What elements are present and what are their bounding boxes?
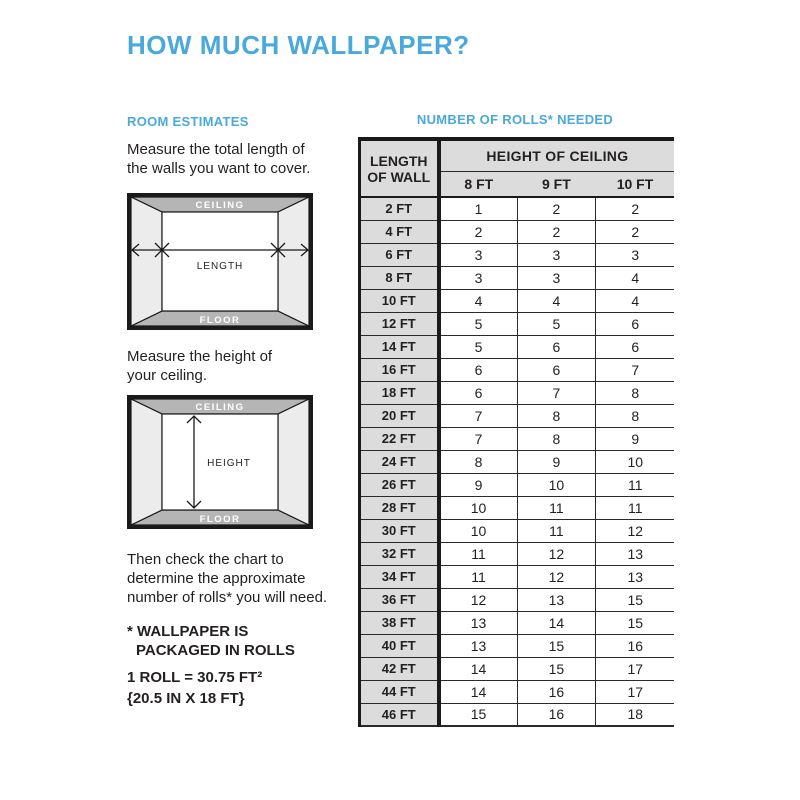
- rolls-value-cell: 14: [439, 680, 518, 703]
- table-row: [360, 542, 675, 565]
- room-length-diagram: [127, 193, 313, 335]
- rolls-value-cell: 11: [517, 519, 596, 542]
- left-wall-surface: [131, 399, 162, 525]
- roll-size-line: 1 ROLL = 30.75 FT²: [127, 669, 263, 686]
- wall-length-cell: 12 FT: [360, 312, 439, 335]
- rolls-value-cell: 8: [517, 404, 596, 427]
- table-row: [360, 588, 675, 611]
- rolls-value-cell: 8: [439, 450, 518, 473]
- table-row: [360, 243, 675, 266]
- wall-length-cell: 46 FT: [360, 703, 439, 726]
- rolls-value-cell: 2: [596, 197, 675, 220]
- length-of-wall-header: [360, 139, 439, 197]
- wall-length-cell: 24 FT: [360, 450, 439, 473]
- table-row: [360, 312, 675, 335]
- rolls-value-cell: 16: [517, 703, 596, 726]
- rolls-value-cell: 11: [596, 496, 675, 519]
- rolls-value-cell: 11: [596, 473, 675, 496]
- wall-length-cell: 2 FT: [360, 197, 439, 220]
- wall-length-cell: 20 FT: [360, 404, 439, 427]
- rolls-value-cell: 6: [596, 312, 675, 335]
- rolls-value-cell: 12: [517, 565, 596, 588]
- note-line: PACKAGED IN ROLLS: [136, 642, 295, 659]
- rolls-table: [358, 137, 674, 727]
- packaging-note: [127, 622, 295, 660]
- rolls-value-cell: 9: [596, 427, 675, 450]
- table-row: [360, 680, 675, 703]
- rolls-value-cell: 9: [517, 450, 596, 473]
- rolls-value-cell: 15: [439, 703, 518, 726]
- ceiling-9ft-header: 9 FT: [517, 171, 596, 197]
- rolls-value-cell: 10: [439, 496, 518, 519]
- rolls-value-cell: 10: [517, 473, 596, 496]
- instruction-check-chart: [127, 550, 327, 607]
- wall-length-cell: 34 FT: [360, 565, 439, 588]
- wall-length-cell: 28 FT: [360, 496, 439, 519]
- page-title: HOW MUCH WALLPAPER?: [127, 30, 470, 60]
- length-measure-label: LENGTH: [196, 261, 244, 272]
- rolls-value-cell: 15: [517, 657, 596, 680]
- rolls-value-cell: 16: [517, 680, 596, 703]
- instruction-line: your ceiling.: [127, 367, 208, 384]
- rolls-value-cell: 4: [596, 289, 675, 312]
- table-row: [360, 657, 675, 680]
- floor-label: FLOOR: [199, 514, 241, 525]
- rolls-value-cell: 4: [517, 289, 596, 312]
- rolls-value-cell: 6: [517, 358, 596, 381]
- rolls-value-cell: 15: [596, 611, 675, 634]
- room-height-diagram: [127, 395, 313, 534]
- rolls-value-cell: 17: [596, 680, 675, 703]
- table-row: [360, 289, 675, 312]
- table-row: [360, 427, 675, 450]
- rolls-value-cell: 4: [439, 289, 518, 312]
- instruction-measure-length: [127, 140, 310, 178]
- instruction-line: Measure the total length of: [127, 141, 305, 158]
- instruction-line: number of rolls* you will need.: [127, 589, 328, 606]
- note-line: * WALLPAPER IS: [127, 623, 249, 640]
- rolls-value-cell: 13: [596, 565, 675, 588]
- wall-length-cell: 38 FT: [360, 611, 439, 634]
- wall-length-cell: 30 FT: [360, 519, 439, 542]
- instruction-measure-height: [127, 347, 272, 385]
- rolls-value-cell: 6: [596, 335, 675, 358]
- rolls-value-cell: 12: [517, 542, 596, 565]
- rolls-value-cell: 3: [439, 243, 518, 266]
- rolls-value-cell: 2: [439, 220, 518, 243]
- table-row: [360, 496, 675, 519]
- rolls-value-cell: 2: [596, 220, 675, 243]
- wall-length-cell: 22 FT: [360, 427, 439, 450]
- ceiling-8ft-header: 8 FT: [439, 171, 518, 197]
- ceiling-10ft-header: 10 FT: [596, 171, 675, 197]
- rolls-value-cell: 11: [517, 496, 596, 519]
- instruction-line: Then check the chart to: [127, 551, 284, 568]
- table-row: [360, 266, 675, 289]
- rolls-value-cell: 6: [439, 381, 518, 404]
- rolls-value-cell: 12: [439, 588, 518, 611]
- room-length-diagram-svg: [127, 193, 313, 330]
- rolls-value-cell: 15: [596, 588, 675, 611]
- table-row: [360, 335, 675, 358]
- rolls-value-cell: 9: [439, 473, 518, 496]
- height-of-ceiling-header: HEIGHT OF CEILING: [439, 139, 675, 171]
- rolls-value-cell: 4: [596, 266, 675, 289]
- rolls-value-cell: 7: [439, 404, 518, 427]
- table-row: [360, 519, 675, 542]
- rolls-value-cell: 3: [596, 243, 675, 266]
- wall-length-cell: 36 FT: [360, 588, 439, 611]
- instruction-line: Measure the height of: [127, 348, 273, 365]
- room-estimates-heading: ROOM ESTIMATES: [127, 114, 249, 129]
- rolls-value-cell: 1: [439, 197, 518, 220]
- rolls-value-cell: 18: [596, 703, 675, 726]
- rolls-value-cell: 14: [439, 657, 518, 680]
- rolls-value-cell: 10: [439, 519, 518, 542]
- rolls-value-cell: 8: [517, 427, 596, 450]
- table-header-row: [360, 139, 675, 171]
- rolls-value-cell: 7: [517, 381, 596, 404]
- rolls-value-cell: 5: [439, 335, 518, 358]
- rolls-value-cell: 17: [596, 657, 675, 680]
- rolls-table-container: [358, 137, 674, 727]
- wall-length-cell: 40 FT: [360, 634, 439, 657]
- floor-label: FLOOR: [199, 315, 241, 326]
- room-height-diagram-svg: [127, 395, 313, 529]
- wall-length-cell: 14 FT: [360, 335, 439, 358]
- table-row: [360, 197, 675, 220]
- rolls-table-body: [360, 197, 675, 726]
- rolls-value-cell: 3: [517, 266, 596, 289]
- table-row: [360, 450, 675, 473]
- wall-length-cell: 18 FT: [360, 381, 439, 404]
- instruction-line: determine the approximate: [127, 570, 306, 587]
- rolls-value-cell: 15: [517, 634, 596, 657]
- wall-length-cell: 8 FT: [360, 266, 439, 289]
- wall-length-cell: 42 FT: [360, 657, 439, 680]
- rolls-value-cell: 10: [596, 450, 675, 473]
- rolls-value-cell: 3: [439, 266, 518, 289]
- table-row: [360, 358, 675, 381]
- rolls-needed-heading: NUMBER OF ROLLS* NEEDED: [416, 112, 614, 127]
- wall-length-cell: 10 FT: [360, 289, 439, 312]
- wall-length-cell: 16 FT: [360, 358, 439, 381]
- rolls-value-cell: 2: [517, 220, 596, 243]
- table-row: [360, 220, 675, 243]
- wall-length-cell: 6 FT: [360, 243, 439, 266]
- rolls-value-cell: 6: [517, 335, 596, 358]
- table-row: [360, 634, 675, 657]
- rolls-value-cell: 3: [517, 243, 596, 266]
- height-measure-label: HEIGHT: [207, 458, 251, 469]
- rolls-value-cell: 12: [596, 519, 675, 542]
- header-line: OF WALL: [367, 168, 431, 185]
- table-row: [360, 611, 675, 634]
- rolls-value-cell: 13: [439, 611, 518, 634]
- header-line: LENGTH: [369, 152, 428, 169]
- right-wall-surface: [278, 399, 309, 525]
- right-wall-surface: [278, 197, 309, 326]
- wall-length-cell: 32 FT: [360, 542, 439, 565]
- rolls-value-cell: 7: [596, 358, 675, 381]
- roll-size-line: {20.5 IN X 18 FT}: [127, 690, 245, 707]
- rolls-value-cell: 5: [439, 312, 518, 335]
- rolls-value-cell: 13: [439, 634, 518, 657]
- rolls-value-cell: 16: [596, 634, 675, 657]
- rolls-value-cell: 8: [596, 381, 675, 404]
- roll-size-info: [127, 667, 262, 709]
- table-row: [360, 473, 675, 496]
- table-row: [360, 565, 675, 588]
- rolls-value-cell: 7: [439, 427, 518, 450]
- rolls-value-cell: 5: [517, 312, 596, 335]
- rolls-value-cell: 13: [596, 542, 675, 565]
- rolls-value-cell: 13: [517, 588, 596, 611]
- left-wall-surface: [131, 197, 162, 326]
- rolls-value-cell: 11: [439, 542, 518, 565]
- ceiling-label: CEILING: [195, 200, 245, 211]
- rolls-value-cell: 6: [439, 358, 518, 381]
- rolls-value-cell: 2: [517, 197, 596, 220]
- wall-length-cell: 44 FT: [360, 680, 439, 703]
- wall-length-cell: 4 FT: [360, 220, 439, 243]
- table-row: [360, 404, 675, 427]
- rolls-value-cell: 14: [517, 611, 596, 634]
- rolls-value-cell: 11: [439, 565, 518, 588]
- table-row: [360, 381, 675, 404]
- table-row: [360, 703, 675, 726]
- ceiling-label: CEILING: [195, 402, 245, 413]
- rolls-value-cell: 8: [596, 404, 675, 427]
- wall-length-cell: 26 FT: [360, 473, 439, 496]
- instruction-line: the walls you want to cover.: [127, 160, 311, 177]
